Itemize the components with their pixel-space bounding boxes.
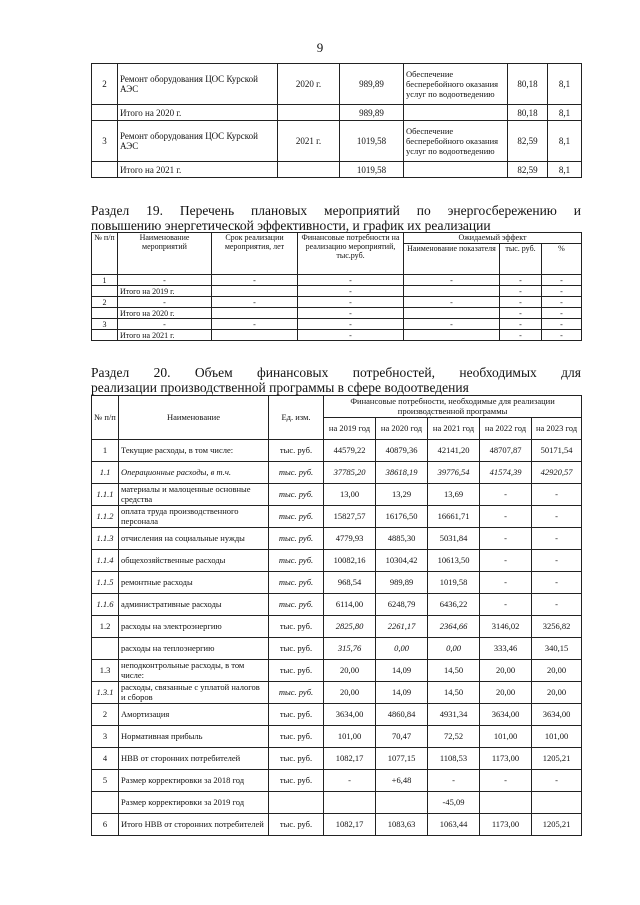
row-value-2019 <box>324 792 376 814</box>
header-2022: на 2022 год <box>480 418 532 440</box>
row-name: Размер корректировки за 2019 год <box>119 792 269 814</box>
row-unit: тыс. руб. <box>269 682 324 704</box>
row-value-2022: - <box>480 484 532 506</box>
table-row <box>92 462 582 484</box>
row-value-2020: 989,89 <box>376 572 428 594</box>
table-row <box>92 682 582 704</box>
table-row <box>92 528 582 550</box>
row-num <box>92 330 118 341</box>
header-2023: на 2023 год <box>532 418 582 440</box>
row-value-2020: 38618,19 <box>376 462 428 484</box>
header-finance: Финансовые потребности на реализацию мероприятий, тыс.руб. <box>298 233 404 275</box>
table-row <box>92 704 582 726</box>
row-num <box>92 638 119 660</box>
row-value-2023: 1205,21 <box>532 814 582 836</box>
table-row <box>92 726 582 748</box>
row-unit: тыс. руб. <box>269 440 324 462</box>
row-finance: - <box>298 308 404 319</box>
row-term <box>212 330 298 341</box>
row-value-2023: - <box>532 572 582 594</box>
row-value-2019: 44579,22 <box>324 440 376 462</box>
program-table-continuation <box>91 63 582 178</box>
financial-needs-table <box>91 395 582 836</box>
section-20-heading: Раздел 20. Объем финансовых потребностей, необходимых для реализации производственной программы в сфере водоотведения <box>91 365 581 395</box>
row-unit: тыс. руб. <box>269 484 324 506</box>
energy-saving-table <box>91 232 582 341</box>
row-effect: Обеспечение бесперебойного оказания услуг по водоотведению <box>404 64 508 105</box>
row-num: 1.1.6 <box>92 594 119 616</box>
row-value-2020: 16176,50 <box>376 506 428 528</box>
row-value-2022: - <box>480 528 532 550</box>
row-value-2022: 1173,00 <box>480 814 532 836</box>
row-finance: - <box>298 275 404 286</box>
row-value-2: 8,1 <box>548 105 582 121</box>
row-name: Ремонт оборудования ЦОС Курской АЭС <box>118 64 278 105</box>
row-value-2021: 0,00 <box>428 638 480 660</box>
row-finance: - <box>298 286 404 297</box>
row-value-2022: 20,00 <box>480 682 532 704</box>
row-value-2022: 41574,39 <box>480 462 532 484</box>
row-num: 6 <box>92 814 119 836</box>
row-name: Операционные расходы, в т.ч. <box>119 462 269 484</box>
row-value-2020: 40879,36 <box>376 440 428 462</box>
row-name: - <box>118 297 212 308</box>
table-row <box>92 638 582 660</box>
row-num: 1.1.2 <box>92 506 119 528</box>
row-value-2019: 15827,57 <box>324 506 376 528</box>
row-unit: тыс. руб. <box>269 616 324 638</box>
row-name: Нормативная прибыль <box>119 726 269 748</box>
row-value-2019: 4779,93 <box>324 528 376 550</box>
row-value-2021: 2364,66 <box>428 616 480 638</box>
row-indicator <box>404 286 500 297</box>
row-effect <box>404 162 508 178</box>
row-name: Итого на 2020 г. <box>118 308 212 319</box>
row-value-2019: 37785,20 <box>324 462 376 484</box>
row-year: 2021 г. <box>278 121 340 162</box>
row-value-2021: 16661,71 <box>428 506 480 528</box>
header-2020: на 2020 год <box>376 418 428 440</box>
row-rub: - <box>500 308 542 319</box>
table-row <box>92 440 582 462</box>
row-value-2021: 14,50 <box>428 682 480 704</box>
row-value-2020: 14,09 <box>376 660 428 682</box>
table-row <box>92 660 582 682</box>
table-row <box>92 572 582 594</box>
row-value-2019: 13,00 <box>324 484 376 506</box>
row-name: Итого на 2021 г. <box>118 162 278 178</box>
row-finance: - <box>298 297 404 308</box>
row-num: 5 <box>92 770 119 792</box>
row-num: 2 <box>92 704 119 726</box>
table-row <box>92 105 582 121</box>
row-value-2019: 2825,80 <box>324 616 376 638</box>
row-value-2022: - <box>480 550 532 572</box>
row-effect: Обеспечение бесперебойного оказания услуг по водоотведению <box>404 121 508 162</box>
row-indicator: - <box>404 297 500 308</box>
row-value-2021: 1019,58 <box>428 572 480 594</box>
row-value-2020: 1083,63 <box>376 814 428 836</box>
row-value-2021: 72,52 <box>428 726 480 748</box>
row-value-2020: 4860,84 <box>376 704 428 726</box>
page-number: 9 <box>316 40 324 55</box>
row-value-2022: - <box>480 572 532 594</box>
row-name: Итого на 2019 г. <box>118 286 212 297</box>
row-name: неподконтрольные расходы, в том числе: <box>119 660 269 682</box>
row-value-2020: 0,00 <box>376 638 428 660</box>
row-value-2023: 42920,57 <box>532 462 582 484</box>
header-name: Наименование <box>119 396 269 440</box>
header-term: Срок реализации мероприятия, лет <box>212 233 298 275</box>
header-num: № п/п <box>92 396 119 440</box>
row-value-2023: - <box>532 528 582 550</box>
row-pct: - <box>542 330 582 341</box>
row-value-2019: 20,00 <box>324 682 376 704</box>
row-value-2020: 10304,42 <box>376 550 428 572</box>
row-unit: тыс. руб. <box>269 550 324 572</box>
row-amount: 1019,58 <box>340 162 404 178</box>
row-num: 1 <box>92 440 119 462</box>
row-num: 1.2 <box>92 616 119 638</box>
header-name: Наименование мероприятий <box>118 233 212 275</box>
row-value-2019: - <box>324 770 376 792</box>
row-term: - <box>212 275 298 286</box>
row-name: материалы и малоценные основные средства <box>119 484 269 506</box>
row-unit: тыс. руб. <box>269 704 324 726</box>
row-indicator <box>404 308 500 319</box>
section-19-heading: Раздел 19. Перечень плановых мероприятий по энергосбережению и повышению энергетической эффективности, и график их реализации <box>91 203 581 233</box>
row-value-2022: - <box>480 770 532 792</box>
header-num: № п/п <box>92 233 118 275</box>
row-unit: тыс. руб. <box>269 462 324 484</box>
row-value-2023: 50171,54 <box>532 440 582 462</box>
table-row <box>92 121 582 162</box>
row-value-2022: - <box>480 506 532 528</box>
row-value-2021: 5031,84 <box>428 528 480 550</box>
row-value-2019: 1082,17 <box>324 814 376 836</box>
table-row <box>92 814 582 836</box>
row-year <box>278 105 340 121</box>
table-row <box>92 162 582 178</box>
row-unit: тыс. руб. <box>269 814 324 836</box>
table-row <box>92 330 582 341</box>
row-value-1: 82,59 <box>508 162 548 178</box>
row-value-2019: 6114,00 <box>324 594 376 616</box>
row-pct: - <box>542 286 582 297</box>
row-name: Амортизация <box>119 704 269 726</box>
row-pct: - <box>542 308 582 319</box>
table-row <box>92 616 582 638</box>
row-name: Размер корректировки за 2018 год <box>119 770 269 792</box>
row-name: Ремонт оборудования ЦОС Курской АЭС <box>118 121 278 162</box>
row-value-2019: 968,54 <box>324 572 376 594</box>
row-rub: - <box>500 330 542 341</box>
row-term <box>212 308 298 319</box>
header-pct: % <box>542 244 582 275</box>
row-name: отчисления на социальные нужды <box>119 528 269 550</box>
row-num <box>92 162 118 178</box>
row-name: Итого на 2021 г. <box>118 330 212 341</box>
row-value-2019: 101,00 <box>324 726 376 748</box>
row-value-2023: 1205,21 <box>532 748 582 770</box>
row-value-2023: - <box>532 594 582 616</box>
row-value-2022: 1173,00 <box>480 748 532 770</box>
row-value-2020: +6,48 <box>376 770 428 792</box>
row-value-2022: 101,00 <box>480 726 532 748</box>
row-num <box>92 308 118 319</box>
row-value-2019: 3634,00 <box>324 704 376 726</box>
row-value-2019: 10082,16 <box>324 550 376 572</box>
row-name: - <box>118 319 212 330</box>
table-row <box>92 506 582 528</box>
row-amount: 989,89 <box>340 64 404 105</box>
row-indicator: - <box>404 319 500 330</box>
row-pct: - <box>542 297 582 308</box>
table-row <box>92 64 582 105</box>
row-amount: 1019,58 <box>340 121 404 162</box>
row-year: 2020 г. <box>278 64 340 105</box>
row-value-2022 <box>480 792 532 814</box>
table-row <box>92 319 582 330</box>
row-value-2021: 6436,22 <box>428 594 480 616</box>
row-value-2023: 340,15 <box>532 638 582 660</box>
row-unit: тыс. руб. <box>269 726 324 748</box>
row-value-2019: 1082,17 <box>324 748 376 770</box>
row-num: 2 <box>92 64 118 105</box>
row-term <box>212 286 298 297</box>
row-value-2019: 20,00 <box>324 660 376 682</box>
row-amount: 989,89 <box>340 105 404 121</box>
row-value-2023: 3634,00 <box>532 704 582 726</box>
row-name: Текущие расходы, в том числе: <box>119 440 269 462</box>
table-row <box>92 748 582 770</box>
row-value-2022: - <box>480 594 532 616</box>
row-value-2022: 333,46 <box>480 638 532 660</box>
row-finance: - <box>298 330 404 341</box>
row-value-2022: 3634,00 <box>480 704 532 726</box>
row-unit: тыс. руб. <box>269 594 324 616</box>
row-value-2023: - <box>532 484 582 506</box>
row-value-2023: - <box>532 770 582 792</box>
row-indicator: - <box>404 275 500 286</box>
row-value-2023 <box>532 792 582 814</box>
row-rub: - <box>500 275 542 286</box>
row-value-2021: 14,50 <box>428 660 480 682</box>
row-unit: тыс. руб. <box>269 638 324 660</box>
row-num <box>92 105 118 121</box>
row-finance: - <box>298 319 404 330</box>
row-num: 3 <box>92 121 118 162</box>
row-num: 1.1.5 <box>92 572 119 594</box>
header-finance: Финансовые потребности, необходимые для реализации производственной программы <box>324 396 582 418</box>
row-term: - <box>212 319 298 330</box>
row-num: 1.1 <box>92 462 119 484</box>
row-value-2021: 39776,54 <box>428 462 480 484</box>
row-rub: - <box>500 319 542 330</box>
row-name: - <box>118 275 212 286</box>
table-row <box>92 484 582 506</box>
row-value-2021: 1063,44 <box>428 814 480 836</box>
row-unit <box>269 792 324 814</box>
header-2019: на 2019 год <box>324 418 376 440</box>
row-num: 3 <box>92 319 118 330</box>
row-unit: тыс. руб. <box>269 748 324 770</box>
row-value-2: 8,1 <box>548 162 582 178</box>
row-num: 2 <box>92 297 118 308</box>
row-term: - <box>212 297 298 308</box>
row-num: 4 <box>92 748 119 770</box>
row-value-2021: -45,09 <box>428 792 480 814</box>
row-value-2020: 70,47 <box>376 726 428 748</box>
row-name: общехозяйственные расходы <box>119 550 269 572</box>
table-row <box>92 275 582 286</box>
table-row <box>92 770 582 792</box>
row-value-2020 <box>376 792 428 814</box>
header-2021: на 2021 год <box>428 418 480 440</box>
row-unit: тыс. руб. <box>269 506 324 528</box>
row-value-2020: 4885,30 <box>376 528 428 550</box>
row-value-2022: 3146,02 <box>480 616 532 638</box>
row-name: Итого на 2020 г. <box>118 105 278 121</box>
table-row <box>92 550 582 572</box>
row-name: административные расходы <box>119 594 269 616</box>
row-year <box>278 162 340 178</box>
row-pct: - <box>542 275 582 286</box>
table-row <box>92 594 582 616</box>
header-unit: Ед. изм. <box>269 396 324 440</box>
row-value-2023: - <box>532 506 582 528</box>
row-num: 1.1.1 <box>92 484 119 506</box>
row-value-1: 80,18 <box>508 105 548 121</box>
row-num: 3 <box>92 726 119 748</box>
header-rub: тыс. руб. <box>500 244 542 275</box>
row-value-2023: 20,00 <box>532 660 582 682</box>
row-value-2023: 101,00 <box>532 726 582 748</box>
table-row <box>92 286 582 297</box>
row-num: 1.1.3 <box>92 528 119 550</box>
row-rub: - <box>500 297 542 308</box>
row-effect <box>404 105 508 121</box>
row-value-2020: 1077,15 <box>376 748 428 770</box>
row-value-2023: 3256,82 <box>532 616 582 638</box>
row-value-2: 8,1 <box>548 64 582 105</box>
row-value-2022: 20,00 <box>480 660 532 682</box>
table-row <box>92 792 582 814</box>
row-pct: - <box>542 319 582 330</box>
row-num <box>92 792 119 814</box>
row-unit: тыс. руб. <box>269 660 324 682</box>
row-unit: тыс. руб. <box>269 770 324 792</box>
row-indicator <box>404 330 500 341</box>
row-num: 1.3.1 <box>92 682 119 704</box>
row-unit: тыс. руб. <box>269 572 324 594</box>
row-value-2021: - <box>428 770 480 792</box>
row-value-2021: 42141,20 <box>428 440 480 462</box>
row-value-2: 8,1 <box>548 121 582 162</box>
row-name: расходы на теплоэнергию <box>119 638 269 660</box>
row-num <box>92 286 118 297</box>
row-value-2023: - <box>532 550 582 572</box>
row-value-2020: 6248,79 <box>376 594 428 616</box>
row-value-2023: 20,00 <box>532 682 582 704</box>
row-unit: тыс. руб. <box>269 528 324 550</box>
row-value-2021: 13,69 <box>428 484 480 506</box>
table-row <box>92 297 582 308</box>
row-name: Итого НВВ от сторонних потребителей <box>119 814 269 836</box>
row-num: 1.3 <box>92 660 119 682</box>
row-rub: - <box>500 286 542 297</box>
row-name: расходы на электроэнергию <box>119 616 269 638</box>
row-value-2021: 10613,50 <box>428 550 480 572</box>
row-name: оплата труда производственного персонала <box>119 506 269 528</box>
row-value-2022: 48707,87 <box>480 440 532 462</box>
row-value-2021: 1108,53 <box>428 748 480 770</box>
row-value-1: 80,18 <box>508 64 548 105</box>
row-value-2020: 13,29 <box>376 484 428 506</box>
header-effect: Ожидаемый эффект <box>404 233 582 244</box>
row-value-2020: 2261,17 <box>376 616 428 638</box>
row-value-2020: 14,09 <box>376 682 428 704</box>
row-value-2019: 315,76 <box>324 638 376 660</box>
row-name: НВВ от сторонних потребителей <box>119 748 269 770</box>
row-value-2021: 4931,34 <box>428 704 480 726</box>
row-name: ремонтные расходы <box>119 572 269 594</box>
row-name: расходы, связанные с уплатой налогов и сборов <box>119 682 269 704</box>
row-num: 1 <box>92 275 118 286</box>
table-row <box>92 308 582 319</box>
header-indicator: Наименование показателя <box>404 244 500 275</box>
row-num: 1.1.4 <box>92 550 119 572</box>
row-value-1: 82,59 <box>508 121 548 162</box>
